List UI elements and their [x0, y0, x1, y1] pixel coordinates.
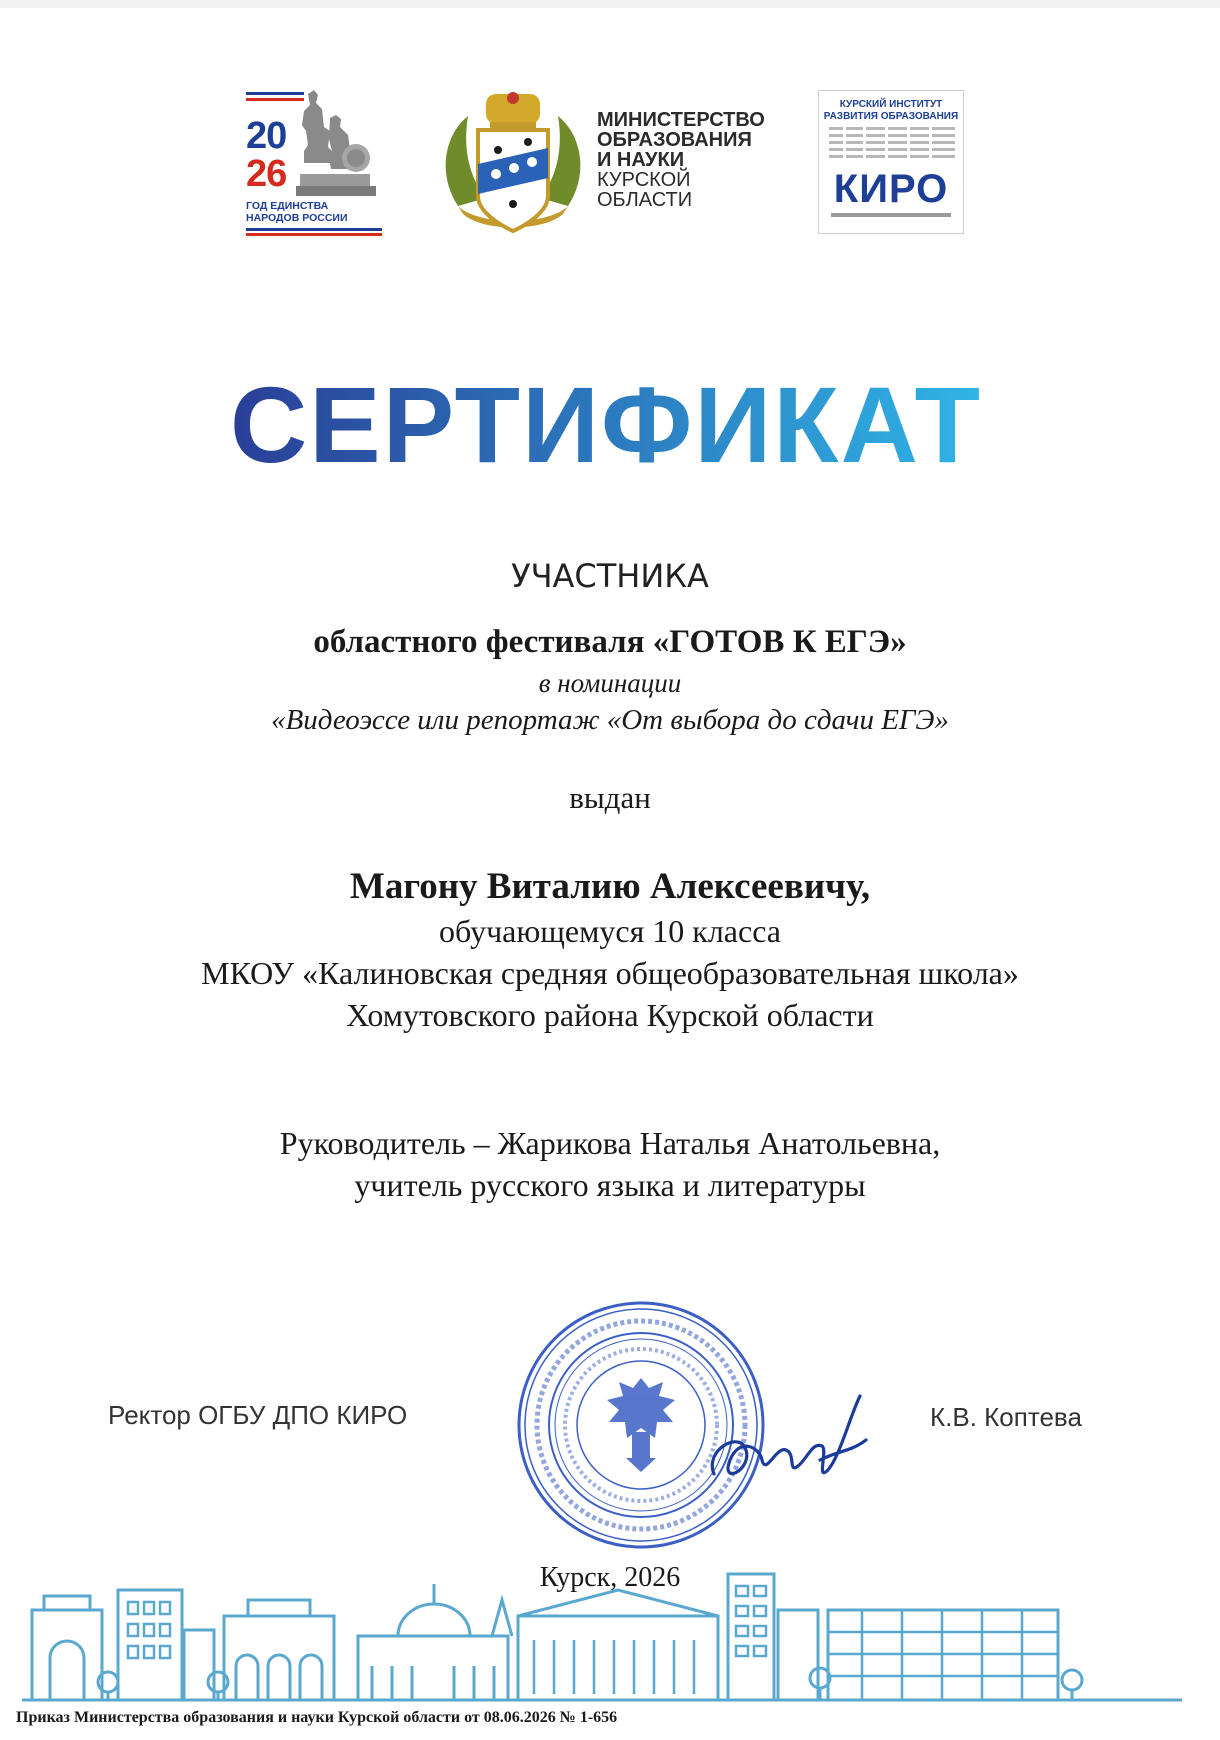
kiro-wordmark: КИРО	[833, 167, 949, 211]
ministry-line2: ОБРАЗОВАНИЯ	[597, 129, 752, 151]
recipient-region: Хомутовского района Курской области	[346, 997, 874, 1033]
flag-stripe-blue	[246, 92, 304, 95]
kiro-logo	[818, 90, 964, 234]
recipient-school: МКОУ «Калиновская средняя общеобразовательная школа»	[201, 955, 1019, 991]
order-reference: Приказ Министерства образования и науки Курской области от 08.06.2026 № 1-656	[16, 1709, 618, 1726]
ministry-line4: КУРСКОЙ	[597, 169, 691, 191]
ministry-line3: И НАУКИ	[597, 149, 685, 171]
issued-label: выдан	[569, 780, 651, 815]
year-digits-bottom: 26	[246, 153, 287, 195]
year-caption-line2: НАРОДОВ РОССИИ	[246, 212, 348, 224]
rector-title: Ректор ОГБУ ДПО КИРО	[108, 1400, 408, 1430]
festival-name: областного фестиваля «ГОТОВ К ЕГЭ»	[313, 624, 907, 660]
ministry-line5: ОБЛАСТИ	[597, 189, 693, 211]
kiro-title-line1: КУРСКИЙ ИНСТИТУТ	[839, 99, 943, 110]
ministry-name	[597, 110, 777, 210]
issue-city: Курск,	[539, 1562, 618, 1593]
kiro-title-line2: РАЗВИТИЯ ОБРАЗОВАНИЯ	[823, 111, 959, 122]
kiro-decor-lines	[829, 127, 955, 163]
underline-stripe-red	[246, 233, 382, 236]
certificate-title-text: СЕРТИФИКАТ	[230, 372, 982, 482]
underline-stripe-blue	[246, 228, 382, 231]
recipient-name: Магону Виталию Алексеевичу,	[349, 866, 871, 907]
participant-label: УЧАСТНИКА	[511, 557, 709, 595]
year-caption-line1: ГОД ЕДИНСТВА	[246, 200, 329, 212]
signer-name: К.В. Коптева	[930, 1402, 1082, 1432]
kursk-coat-of-arms-icon	[438, 86, 588, 246]
certificate-title	[226, 372, 986, 482]
kiro-underline	[831, 213, 951, 217]
recipient-grade: обучающемуся 10 класса	[439, 913, 781, 949]
supervisor-role: учитель русского языка и литературы	[354, 1167, 866, 1203]
signature-icon	[700, 1390, 870, 1500]
year-of-unity-logo	[246, 88, 382, 236]
top-band	[0, 0, 1220, 8]
year-digits-top: 20	[246, 115, 287, 157]
flag-stripe-red	[246, 98, 304, 101]
nomination-name: «Видеоэссе или репортаж «От выбора до сдачи ЕГЭ»	[271, 704, 949, 736]
year-caption	[246, 200, 382, 224]
supervisor-name: Руководитель – Жарикова Наталья Анатольевна,	[279, 1125, 941, 1161]
monument-icon	[286, 88, 382, 198]
nomination-label: в номинации	[538, 668, 682, 698]
ministry-line1: МИНИСТЕРСТВО	[597, 109, 765, 131]
issue-place-date	[0, 1560, 1220, 1596]
kiro-title	[819, 99, 963, 123]
issue-year: 2026	[624, 1562, 681, 1593]
